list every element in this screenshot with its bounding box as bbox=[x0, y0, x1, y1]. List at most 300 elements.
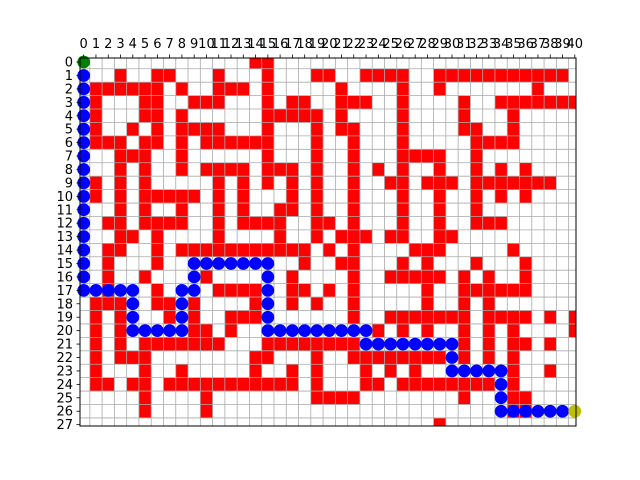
x-tick-label: 26 bbox=[394, 37, 412, 52]
wall-cell bbox=[397, 324, 409, 337]
wall-cell bbox=[114, 203, 126, 216]
wall-cell bbox=[139, 163, 151, 176]
y-tick-label: 14 bbox=[56, 243, 73, 259]
wall-cell bbox=[495, 176, 507, 189]
wall-cell bbox=[434, 310, 446, 323]
wall-cell bbox=[127, 122, 139, 135]
wall-cell bbox=[102, 82, 114, 95]
wall-cell bbox=[434, 270, 446, 283]
wall-cell bbox=[360, 378, 372, 391]
wall-cell bbox=[409, 270, 421, 283]
wall-cell bbox=[556, 96, 568, 109]
wall-cell bbox=[176, 378, 188, 391]
wall-cell bbox=[311, 149, 323, 162]
wall-cell bbox=[311, 122, 323, 135]
wall-cell bbox=[483, 310, 495, 323]
wall-cell bbox=[151, 82, 163, 95]
wall-cell bbox=[335, 337, 347, 350]
wall-cell bbox=[163, 337, 175, 350]
path-dot bbox=[176, 324, 189, 337]
y-tick-label: 17 bbox=[56, 283, 73, 299]
wall-cell bbox=[397, 203, 409, 216]
wall-cell bbox=[90, 109, 102, 122]
wall-cell bbox=[262, 337, 274, 350]
wall-cell bbox=[114, 243, 126, 256]
wall-cell bbox=[397, 96, 409, 109]
wall-cell bbox=[458, 324, 470, 337]
wall-cell bbox=[176, 364, 188, 377]
wall-cell bbox=[434, 149, 446, 162]
wall-cell bbox=[127, 230, 139, 243]
wall-cell bbox=[274, 337, 286, 350]
x-tick-label: 21 bbox=[333, 37, 350, 52]
x-tick-label: 24 bbox=[370, 37, 387, 52]
wall-cell bbox=[139, 378, 151, 391]
wall-cell bbox=[483, 337, 495, 350]
wall-cell bbox=[360, 351, 372, 364]
wall-cell bbox=[225, 378, 237, 391]
y-tick-label: 21 bbox=[56, 337, 73, 353]
path-dot bbox=[126, 284, 139, 297]
wall-cell bbox=[262, 163, 274, 176]
wall-cell bbox=[286, 243, 298, 256]
wall-cell bbox=[323, 337, 335, 350]
wall-cell bbox=[348, 270, 360, 283]
wall-cell bbox=[470, 163, 482, 176]
y-tick-label: 8 bbox=[64, 162, 73, 178]
x-tick-label: 6 bbox=[153, 37, 162, 52]
x-tick-label: 37 bbox=[529, 37, 547, 52]
wall-cell bbox=[213, 190, 225, 203]
wall-cell bbox=[446, 230, 458, 243]
wall-cell bbox=[397, 257, 409, 270]
wall-cell bbox=[335, 122, 347, 135]
wall-cell bbox=[225, 310, 237, 323]
wall-cell bbox=[188, 122, 200, 135]
wall-cell bbox=[544, 69, 556, 82]
wall-cell bbox=[470, 122, 482, 135]
path-dot bbox=[360, 338, 373, 351]
wall-cell bbox=[495, 284, 507, 297]
wall-cell bbox=[213, 230, 225, 243]
goal-marker bbox=[568, 405, 581, 418]
wall-cell bbox=[470, 378, 482, 391]
wall-cell bbox=[225, 284, 237, 297]
wall-cell bbox=[90, 176, 102, 189]
wall-cell bbox=[114, 297, 126, 310]
wall-cell bbox=[151, 190, 163, 203]
path-dot bbox=[360, 324, 373, 337]
path-dot bbox=[556, 405, 569, 418]
wall-cell bbox=[458, 270, 470, 283]
x-tick-label: 14 bbox=[247, 37, 264, 52]
wall-cell bbox=[102, 270, 114, 283]
wall-cell bbox=[225, 136, 237, 149]
wall-cell bbox=[102, 257, 114, 270]
wall-cell bbox=[262, 58, 274, 69]
wall-cell bbox=[409, 364, 421, 377]
wall-cell bbox=[114, 310, 126, 323]
wall-cell bbox=[483, 351, 495, 364]
wall-cell bbox=[213, 69, 225, 82]
wall-cell bbox=[139, 337, 151, 350]
x-tick-label: 1 bbox=[91, 37, 101, 52]
wall-cell bbox=[397, 69, 409, 82]
wall-cell bbox=[163, 69, 175, 82]
wall-cell bbox=[237, 284, 249, 297]
wall-cell bbox=[311, 364, 323, 377]
wall-cell bbox=[483, 69, 495, 82]
wall-cell bbox=[139, 405, 151, 418]
wall-cell bbox=[348, 297, 360, 310]
wall-cell bbox=[372, 69, 384, 82]
wall-cell bbox=[311, 203, 323, 216]
wall-cell bbox=[495, 69, 507, 82]
wall-cell bbox=[163, 216, 175, 229]
path-dot bbox=[151, 324, 164, 337]
x-tick-label: 40 bbox=[566, 37, 584, 52]
wall-cell bbox=[262, 136, 274, 149]
wall-cell bbox=[176, 243, 188, 256]
wall-cell bbox=[237, 310, 249, 323]
wall-cell bbox=[213, 284, 225, 297]
wall-cell bbox=[90, 351, 102, 364]
wall-cell bbox=[249, 216, 261, 229]
y-tick-label: 13 bbox=[56, 230, 73, 246]
wall-cell bbox=[458, 122, 470, 135]
y-tick-label: 22 bbox=[56, 351, 73, 367]
wall-cell bbox=[434, 418, 446, 426]
wall-cell bbox=[384, 69, 396, 82]
wall-cell bbox=[176, 149, 188, 162]
wall-cell bbox=[384, 176, 396, 189]
path-dot bbox=[397, 338, 410, 351]
wall-cell bbox=[262, 351, 274, 364]
wall-cell bbox=[262, 122, 274, 135]
wall-cell bbox=[397, 310, 409, 323]
wall-cell bbox=[151, 96, 163, 109]
wall-cell bbox=[360, 96, 372, 109]
wall-cell bbox=[421, 257, 433, 270]
wall-cell bbox=[249, 378, 261, 391]
wall-cell bbox=[151, 216, 163, 229]
wall-cell bbox=[446, 378, 458, 391]
wall-cell bbox=[544, 364, 556, 377]
wall-cell bbox=[151, 337, 163, 350]
path-dot bbox=[433, 338, 446, 351]
wall-cell bbox=[397, 270, 409, 283]
wall-cell bbox=[348, 176, 360, 189]
wall-cell bbox=[90, 136, 102, 149]
wall-cell bbox=[507, 284, 519, 297]
wall-cell bbox=[200, 405, 212, 418]
wall-cell bbox=[532, 96, 544, 109]
wall-cell bbox=[286, 163, 298, 176]
wall-cell bbox=[139, 96, 151, 109]
y-tick-label: 9 bbox=[64, 176, 73, 192]
path-dot bbox=[495, 365, 508, 378]
wall-cell bbox=[323, 69, 335, 82]
wall-cell bbox=[114, 69, 126, 82]
wall-cell bbox=[421, 351, 433, 364]
x-tick-label: 2 bbox=[104, 37, 113, 52]
wall-cell bbox=[102, 297, 114, 310]
x-tick-label: 11 bbox=[210, 37, 228, 52]
wall-cell bbox=[470, 149, 482, 162]
wall-cell bbox=[188, 243, 200, 256]
wall-cell bbox=[507, 69, 519, 82]
wall-cell bbox=[434, 243, 446, 256]
wall-cell bbox=[151, 257, 163, 270]
wall-cell bbox=[213, 337, 225, 350]
wall-cell bbox=[200, 391, 212, 404]
wall-cell bbox=[262, 82, 274, 95]
wall-cell bbox=[139, 216, 151, 229]
wall-cell bbox=[102, 216, 114, 229]
wall-cell bbox=[176, 216, 188, 229]
wall-cell bbox=[360, 69, 372, 82]
x-tick-label: 20 bbox=[320, 37, 338, 52]
wall-cell bbox=[311, 109, 323, 122]
wall-cell bbox=[397, 216, 409, 229]
wall-cell bbox=[90, 364, 102, 377]
wall-cell bbox=[139, 203, 151, 216]
path-dot bbox=[261, 311, 274, 324]
wall-cell bbox=[200, 96, 212, 109]
wall-cell bbox=[139, 136, 151, 149]
wall-cell bbox=[384, 364, 396, 377]
wall-cell bbox=[421, 297, 433, 310]
wall-cell bbox=[397, 230, 409, 243]
x-tick-label: 35 bbox=[505, 37, 522, 52]
y-tick-label: 11 bbox=[56, 203, 73, 219]
wall-cell bbox=[262, 216, 274, 229]
path-dot bbox=[139, 324, 152, 337]
wall-cell bbox=[200, 337, 212, 350]
wall-cell bbox=[299, 257, 311, 270]
wall-cell bbox=[188, 96, 200, 109]
path-dot bbox=[495, 405, 508, 418]
wall-cell bbox=[188, 297, 200, 310]
wall-cell bbox=[176, 136, 188, 149]
x-tick-label: 9 bbox=[190, 37, 199, 52]
wall-cell bbox=[520, 310, 532, 323]
wall-cell bbox=[397, 163, 409, 176]
wall-cell bbox=[348, 230, 360, 243]
wall-cell bbox=[176, 190, 188, 203]
x-tick-label: 39 bbox=[554, 37, 571, 52]
path-dot bbox=[102, 284, 115, 297]
wall-cell bbox=[495, 163, 507, 176]
wall-cell bbox=[139, 391, 151, 404]
wall-cell bbox=[421, 284, 433, 297]
wall-cell bbox=[114, 216, 126, 229]
wall-cell bbox=[176, 122, 188, 135]
wall-cell bbox=[507, 176, 519, 189]
y-tick-label: 6 bbox=[64, 136, 73, 152]
wall-cell bbox=[237, 378, 249, 391]
wall-cell bbox=[520, 69, 532, 82]
path-dot bbox=[311, 324, 324, 337]
wall-cell bbox=[520, 337, 532, 350]
wall-cell bbox=[421, 270, 433, 283]
wall-cell bbox=[532, 82, 544, 95]
path-dot bbox=[470, 365, 483, 378]
wall-cell bbox=[470, 284, 482, 297]
wall-cell bbox=[151, 284, 163, 297]
wall-cell bbox=[274, 216, 286, 229]
wall-cell bbox=[286, 364, 298, 377]
wall-cell bbox=[483, 176, 495, 189]
wall-cell bbox=[458, 351, 470, 364]
wall-cell bbox=[262, 109, 274, 122]
wall-cell bbox=[213, 216, 225, 229]
path-dot bbox=[212, 257, 225, 270]
wall-cell bbox=[90, 324, 102, 337]
wall-cell bbox=[323, 243, 335, 256]
path-dot bbox=[176, 311, 189, 324]
wall-cell bbox=[372, 378, 384, 391]
x-tick-label: 38 bbox=[541, 37, 559, 52]
wall-cell bbox=[470, 176, 482, 189]
wall-cell bbox=[213, 96, 225, 109]
wall-cell bbox=[311, 351, 323, 364]
wall-cell bbox=[249, 310, 261, 323]
wall-cell bbox=[151, 69, 163, 82]
wall-cell bbox=[139, 270, 151, 283]
path-dot bbox=[298, 324, 311, 337]
x-tick-label: 10 bbox=[198, 37, 215, 52]
path-dot bbox=[446, 351, 459, 364]
wall-cell bbox=[556, 69, 568, 82]
wall-cell bbox=[286, 203, 298, 216]
wall-cell bbox=[544, 176, 556, 189]
wall-cell bbox=[348, 337, 360, 350]
wall-cell bbox=[102, 136, 114, 149]
x-tick-label: 25 bbox=[382, 37, 399, 52]
wall-cell bbox=[262, 149, 274, 162]
wall-cell bbox=[507, 351, 519, 364]
wall-cell bbox=[532, 69, 544, 82]
wall-cell bbox=[495, 216, 507, 229]
wall-cell bbox=[163, 190, 175, 203]
wall-cell bbox=[507, 337, 519, 350]
x-tick-label: 34 bbox=[492, 37, 510, 52]
path-dot bbox=[507, 405, 520, 418]
wall-cell bbox=[200, 270, 212, 283]
x-tick-label: 30 bbox=[443, 37, 461, 52]
wall-cell bbox=[114, 82, 126, 95]
wall-cell bbox=[348, 257, 360, 270]
path-dot bbox=[335, 324, 348, 337]
wall-cell bbox=[249, 297, 261, 310]
x-tick-label: 22 bbox=[345, 37, 363, 52]
wall-cell bbox=[520, 163, 532, 176]
wall-cell bbox=[569, 324, 576, 337]
wall-cell bbox=[507, 109, 519, 122]
wall-cell bbox=[470, 257, 482, 270]
wall-cell bbox=[274, 109, 286, 122]
wall-cell bbox=[434, 163, 446, 176]
path-dot bbox=[126, 297, 139, 310]
path-dot bbox=[544, 405, 557, 418]
wall-cell bbox=[151, 243, 163, 256]
wall-cell bbox=[397, 149, 409, 162]
wall-cell bbox=[520, 270, 532, 283]
wall-cell bbox=[397, 136, 409, 149]
wall-cell bbox=[90, 82, 102, 95]
wall-cell bbox=[299, 337, 311, 350]
wall-cell bbox=[397, 378, 409, 391]
wall-cell bbox=[139, 176, 151, 189]
path-dot bbox=[261, 271, 274, 284]
y-tick-label: 12 bbox=[56, 216, 73, 232]
x-tick-label: 36 bbox=[517, 37, 534, 52]
wall-cell bbox=[139, 364, 151, 377]
wall-cell bbox=[127, 378, 139, 391]
wall-cell bbox=[286, 96, 298, 109]
x-tick-label: 0 bbox=[79, 37, 88, 52]
wall-cell bbox=[421, 324, 433, 337]
wall-cell bbox=[446, 176, 458, 189]
x-tick-label: 33 bbox=[480, 37, 498, 52]
wall-cell bbox=[483, 378, 495, 391]
wall-cell bbox=[176, 203, 188, 216]
wall-cell bbox=[139, 190, 151, 203]
wall-cell bbox=[372, 163, 384, 176]
wall-cell bbox=[249, 351, 261, 364]
wall-cell bbox=[90, 190, 102, 203]
wall-cell bbox=[421, 378, 433, 391]
wall-cell bbox=[213, 136, 225, 149]
wall-cell bbox=[348, 351, 360, 364]
wall-cell bbox=[409, 378, 421, 391]
wall-cell bbox=[237, 82, 249, 95]
wall-cell bbox=[114, 149, 126, 162]
x-tick-label: 31 bbox=[456, 37, 473, 52]
wall-cell bbox=[421, 310, 433, 323]
wall-cell bbox=[483, 136, 495, 149]
x-tick-label: 3 bbox=[116, 37, 125, 52]
wall-cell bbox=[311, 297, 323, 310]
wall-cell bbox=[397, 351, 409, 364]
wall-cell bbox=[274, 163, 286, 176]
wall-cell bbox=[544, 310, 556, 323]
wall-cell bbox=[90, 96, 102, 109]
y-tick-label: 5 bbox=[64, 122, 73, 138]
path-dot bbox=[188, 284, 201, 297]
wall-cell bbox=[348, 391, 360, 404]
wall-cell bbox=[470, 216, 482, 229]
wall-cell bbox=[409, 351, 421, 364]
wall-cell bbox=[348, 163, 360, 176]
wall-cell bbox=[470, 203, 482, 216]
wall-cell bbox=[225, 324, 237, 337]
path-dot bbox=[188, 271, 201, 284]
wall-cell bbox=[114, 136, 126, 149]
wall-cell bbox=[139, 109, 151, 122]
wall-cell bbox=[200, 243, 212, 256]
wall-cell bbox=[213, 378, 225, 391]
y-tick-label: 27 bbox=[56, 418, 73, 434]
wall-cell bbox=[335, 82, 347, 95]
wall-cell bbox=[397, 176, 409, 189]
wall-cell bbox=[520, 284, 532, 297]
wall-cell bbox=[323, 284, 335, 297]
wall-cell bbox=[249, 284, 261, 297]
wall-cell bbox=[311, 378, 323, 391]
wall-cell bbox=[299, 284, 311, 297]
